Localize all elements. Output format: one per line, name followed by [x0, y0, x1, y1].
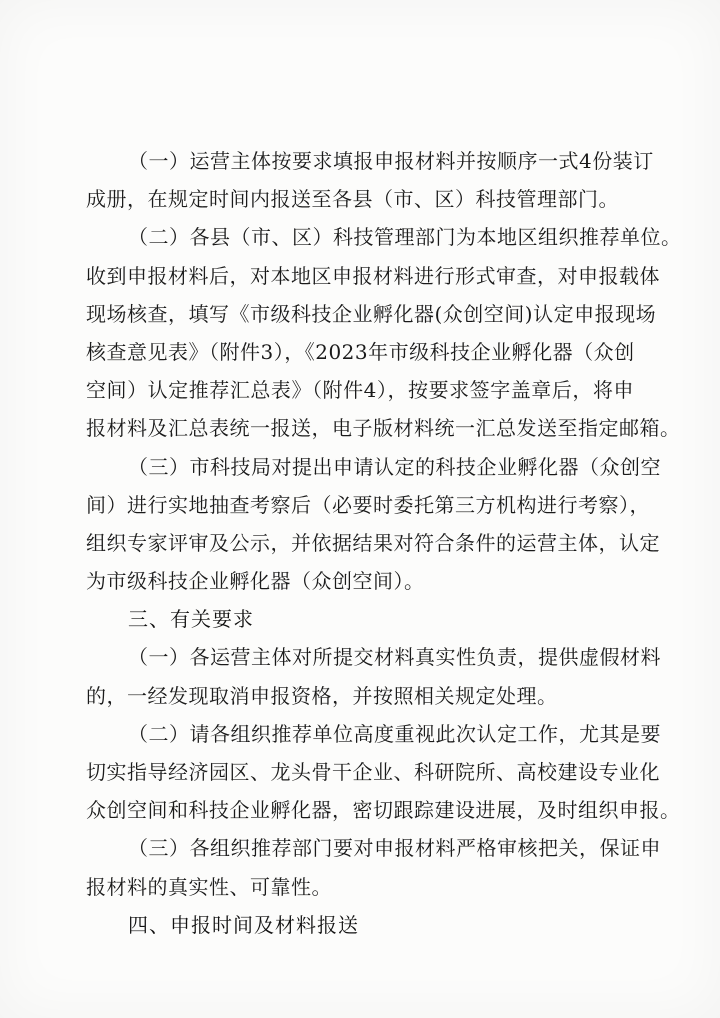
- paragraph-5-line-1: （二）请各组织推荐单位高度重视此次认定工作，尤其是要: [128, 722, 661, 746]
- paragraph-2-line-4: 核查意见表》（附件3），《2023年市级科技企业孵化器（众创: [86, 340, 635, 364]
- paragraph-2-line-3: 现场核查，填写《市级科技企业孵化器(众创空间)认定申报现场: [86, 302, 657, 326]
- paragraph-3-line-4: 为市级科技企业孵化器（众创空间）。: [86, 569, 425, 593]
- paragraph-2-line-6: 报材料及汇总表统一报送，电子版材料统一汇总发送至指定邮箱。: [86, 416, 681, 440]
- section-heading-requirements: 三、有关要求: [128, 607, 254, 631]
- paragraph-4-line-1: （一）各运营主体对所提交材料真实性负责，提供虚假材料: [128, 645, 661, 669]
- paragraph-1-line-1: （一）运营主体按要求填报申报材料并按顺序一式4份装订: [128, 149, 654, 173]
- paragraph-6-line-2: 报材料的真实性、可靠性。: [86, 875, 332, 899]
- paragraph-3-line-3: 组织专家评审及公示，并依据结果对符合条件的运营主体，认定: [86, 531, 660, 555]
- paragraph-2-line-5: 空间）认定推荐汇总表》（附件4），按要求签字盖章后，将申: [86, 378, 634, 402]
- paragraph-5-line-3: 众创空间和科技企业孵化器，密切跟踪建设进展，及时组织申报。: [86, 798, 681, 822]
- paragraph-1-line-2: 成册，在规定时间内报送至各县（市、区）科技管理部门。: [86, 187, 619, 211]
- paragraph-2-line-2: 收到申报材料后，对本地区申报材料进行形式审查，对申报载体: [86, 264, 660, 288]
- paragraph-5-line-2: 切实指导经济园区、龙头骨干企业、科研院所、高校建设专业化: [86, 760, 660, 784]
- paragraph-3-line-2: 间）进行实地抽查考察后（必要时委托第三方机构进行考察），: [86, 493, 650, 517]
- paragraph-3-line-1: （三）市科技局对提出申请认定的科技企业孵化器（众创空: [128, 455, 661, 479]
- paragraph-4-line-2: 的，一经发现取消申报资格，并按照相关规定处理。: [86, 684, 558, 708]
- section-heading-schedule: 四、申报时间及材料报送: [128, 913, 359, 937]
- paragraph-2-line-1: （二）各县（市、区）科技管理部门为本地区组织推荐单位。: [128, 225, 682, 249]
- paragraph-6-line-1: （三）各组织推荐部门要对申报材料严格审核把关，保证申: [128, 836, 661, 860]
